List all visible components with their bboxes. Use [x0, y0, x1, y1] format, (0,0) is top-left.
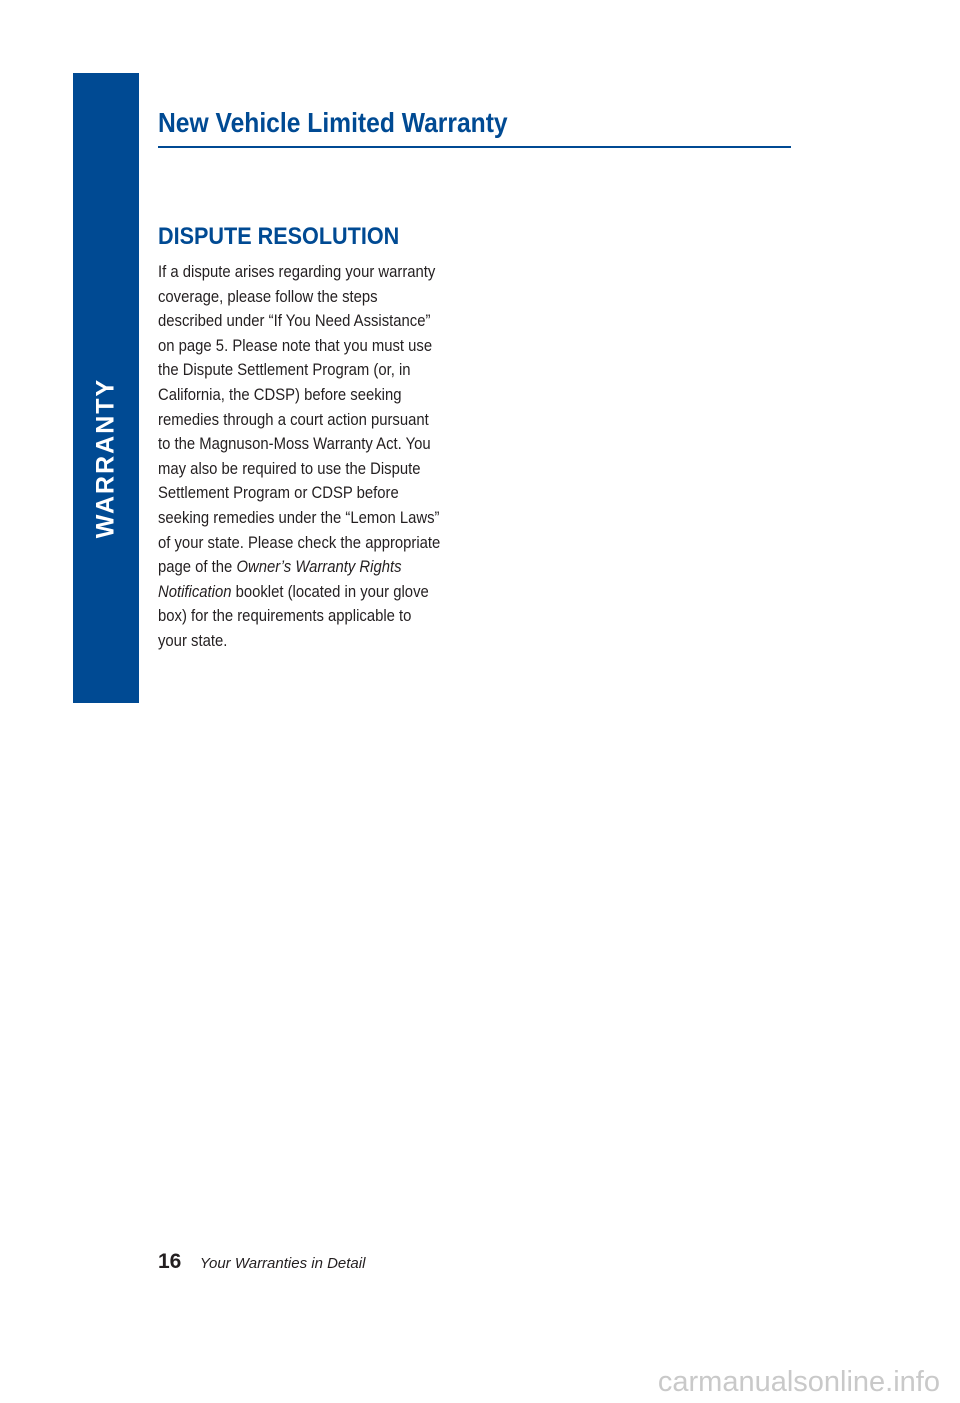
section-heading: DISPUTE RESOLUTION [158, 223, 400, 250]
watermark: carmanualsonline.info [657, 1366, 940, 1398]
body-line: If a dispute arises regarding your warranty [158, 263, 436, 281]
body-line: remedies through a court action pursuant [158, 410, 429, 429]
body-line: seeking remedies under the “Lemon Laws” [158, 508, 440, 527]
body-line: California, the CDSP) before seeking [158, 385, 402, 404]
body-line: on page 5. Please note that you must use [158, 336, 433, 355]
body-line: coverage, please follow the steps [158, 287, 378, 306]
body-line: your state. [158, 631, 228, 650]
page-footer [158, 1250, 365, 1274]
page-number: 16 [158, 1250, 182, 1273]
title-divider [158, 146, 791, 148]
body-line: box) for the requirements applicable to [158, 607, 412, 626]
body-line: Settlement Program or CDSP before [158, 484, 399, 503]
body-line [158, 555, 455, 580]
footer-section-title: Your Warranties in Detail [199, 1255, 366, 1272]
section-body [158, 260, 455, 654]
body-line: the Dispute Settlement Program (or, in [158, 361, 411, 380]
body-line: of your state. Please check the appropriate [158, 533, 441, 552]
side-section-tab [73, 73, 139, 703]
body-line: described under “If You Need Assistance” [158, 312, 431, 331]
body-line [158, 580, 455, 605]
body-line: may also be required to use the Dispute [158, 459, 421, 478]
page-title: New Vehicle Limited Warranty [158, 107, 508, 138]
body-line-prefix: page of the [158, 558, 237, 577]
body-line: to the Magnuson-Moss Warranty Act. You [158, 435, 431, 454]
booklet-title-part2: Notification [158, 582, 232, 601]
side-section-label: WARRANTY [91, 377, 120, 539]
body-line-suffix: booklet (located in your glove [231, 582, 429, 601]
booklet-title-part1: Owner’s Warranty Rights [236, 558, 402, 577]
